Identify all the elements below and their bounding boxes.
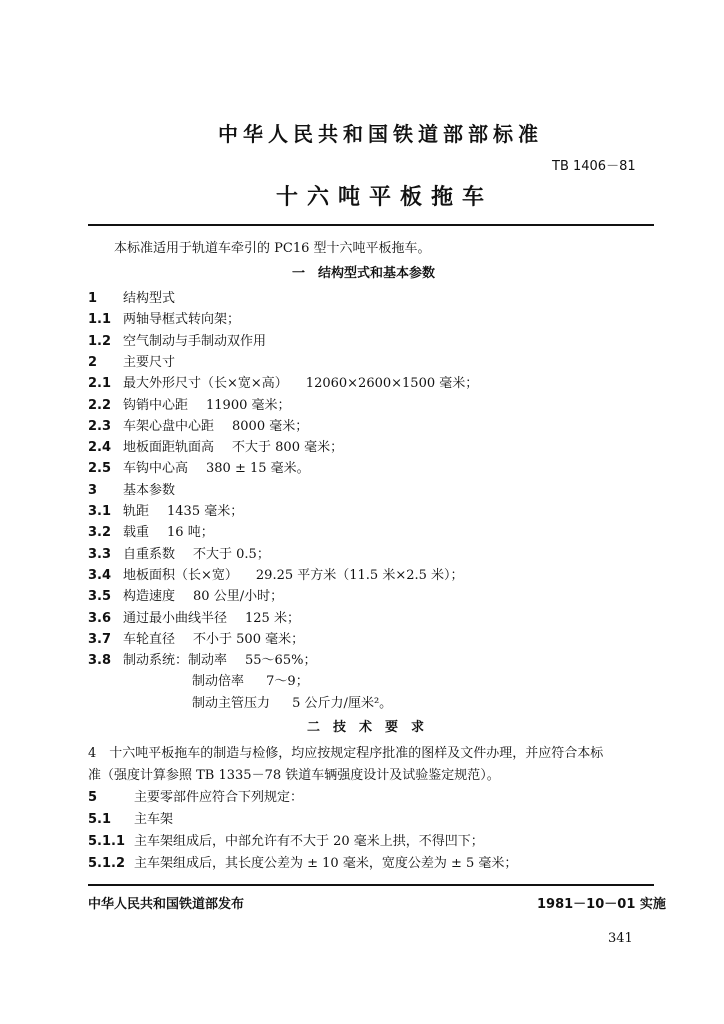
clause-2-2	[88, 394, 291, 413]
clause-number: 2.4	[88, 440, 112, 456]
clause-label: 制动系统：制动率	[123, 653, 228, 669]
clause-3-3	[88, 543, 270, 562]
clause-label: 通过最小曲线半径	[123, 610, 228, 626]
clause-text: 主车架	[134, 812, 174, 827]
clause-text: 基本参数	[123, 482, 176, 498]
clause-number: 3.7	[88, 631, 112, 647]
clause-number: 2.5	[88, 461, 112, 477]
clause-value: 16 吨；	[167, 525, 214, 541]
clause-number: 3.6	[88, 610, 112, 626]
clause-number: 3.5	[88, 589, 112, 605]
clause-label: 载重	[123, 525, 150, 541]
clause-value: 80 公里/小时；	[193, 589, 284, 605]
clause-label: 车架心盘中心距	[123, 418, 215, 434]
clause-3	[88, 479, 175, 498]
clause-label: 构造速度	[123, 589, 176, 605]
section-heading-structure: 一 结构型式和基本参数	[292, 266, 436, 281]
clause-value: 55～65%；	[245, 653, 317, 669]
clause-3-1	[88, 500, 243, 519]
brake-ratio-label: 制动倍率	[192, 674, 245, 689]
clause-5	[88, 786, 303, 805]
clause-1-1	[88, 308, 240, 327]
publisher: 中华人民共和国铁道部发布	[88, 897, 245, 912]
clause-number: 3	[88, 482, 98, 498]
clause-number: 1	[88, 291, 98, 306]
clause-2-1	[88, 372, 478, 391]
clause-3-5	[88, 585, 283, 604]
clause-1	[88, 287, 175, 306]
clause-label: 车钩中心高	[123, 461, 189, 477]
clause-label: 地板面距轨面高	[123, 440, 215, 456]
title-rule	[88, 224, 654, 226]
clause-value: 11900 毫米；	[206, 397, 291, 413]
clause-number: 3.2	[88, 525, 112, 541]
clause-value: 125 米；	[245, 610, 300, 626]
clause-value: 不大于 0.5；	[193, 546, 270, 562]
clause-5-1-2	[88, 852, 517, 871]
clause-2-5	[88, 457, 310, 476]
clause-number: 5.1.2	[88, 856, 126, 871]
clause-label: 自重系数	[123, 546, 176, 562]
clause-text: 主车架组成后，其长度公差为 ± 10 毫米，宽度公差为 ± 5 毫米；	[134, 856, 518, 871]
clause-number: 5	[88, 790, 98, 805]
page-number: 341	[608, 931, 633, 946]
clause-value: 380 ± 15 毫米。	[206, 461, 310, 477]
clause-2-3	[88, 415, 308, 434]
clause-number: 5.1.1	[88, 834, 126, 849]
clause-label: 地板面积（长×宽）	[123, 567, 238, 583]
clause-3-6	[88, 607, 300, 626]
clause-number: 5.1	[88, 812, 112, 827]
clause-number: 3.3	[88, 546, 112, 562]
clause-text: 两轴导框式转向架；	[123, 312, 241, 328]
clause-number: 3.4	[88, 567, 112, 583]
intro-paragraph: 本标准适用于轨道车牵引的 PC16 型十六吨平板拖车。	[114, 241, 431, 256]
clause-3-4	[88, 564, 464, 583]
clause-label: 车轮直径	[123, 631, 176, 647]
clause-text: 主车架组成后，中部允许有不大于 20 毫米上拱，不得凹下；	[134, 834, 484, 849]
clause-value: 不大于 800 毫米；	[232, 440, 344, 456]
clause-value: 8000 毫米；	[232, 418, 309, 434]
brake-ratio-line	[192, 670, 309, 689]
section-heading-technical: 二 技 术 要 求	[307, 720, 425, 735]
clause-3-2	[88, 521, 214, 540]
clause-number: 2.1	[88, 376, 112, 392]
clause-4-line-1: 4 十六吨平板拖车的制造与检修，均应按规定程序批准的图样及文件办理，并应符合本标	[88, 746, 604, 761]
clause-number: 1.1	[88, 312, 112, 328]
clause-value: 12060×2600×1500 毫米；	[305, 376, 479, 392]
brake-ratio-value: 7～9；	[266, 674, 309, 689]
clause-value: 1435 毫米；	[167, 504, 244, 519]
footer-rule	[88, 884, 654, 886]
standard-code: TB 1406－81	[552, 159, 636, 174]
brake-pipe-pressure-line	[192, 692, 392, 711]
clause-2	[88, 351, 175, 370]
effective-date: 1981－10－01 实施	[537, 897, 666, 912]
brake-pipe-pressure-label: 制动主管压力	[192, 696, 271, 711]
clause-2-4	[88, 436, 343, 455]
clause-label: 钩销中心距	[123, 397, 189, 413]
clause-value: 不小于 500 毫米；	[193, 631, 305, 647]
clause-number: 2	[88, 354, 98, 370]
brake-pipe-pressure-value: 5 公斤力/厘米²。	[292, 696, 393, 711]
clause-number: 3.8	[88, 653, 112, 669]
clause-1-2	[88, 330, 266, 349]
clause-text: 主要尺寸	[123, 354, 176, 370]
org-title: 中华人民共和国铁道部部标准	[218, 122, 543, 146]
clause-text: 空气制动与手制动双作用	[123, 333, 267, 349]
clause-label: 轨距	[123, 504, 150, 519]
clause-number: 2.3	[88, 418, 112, 434]
clause-4-line-2: 准（强度计算参照 TB 1335－78 铁道车辆强度设计及试验鉴定规范）。	[88, 768, 500, 783]
clause-value: 29.25 平方米（11.5 米×2.5 米）；	[255, 567, 464, 583]
clause-label: 最大外形尺寸（长×宽×高）	[123, 376, 288, 392]
clause-3-8	[88, 649, 316, 668]
clause-text: 主要零部件应符合下列规定：	[134, 790, 304, 805]
clause-text: 结构型式	[123, 291, 176, 306]
clause-number: 3.1	[88, 504, 112, 519]
document-title: 十六吨平板拖车	[276, 185, 494, 210]
clause-number: 1.2	[88, 333, 112, 349]
clause-5-1	[88, 808, 173, 827]
clause-3-7	[88, 628, 304, 647]
clause-5-1-1	[88, 830, 484, 849]
clause-number: 2.2	[88, 397, 112, 413]
